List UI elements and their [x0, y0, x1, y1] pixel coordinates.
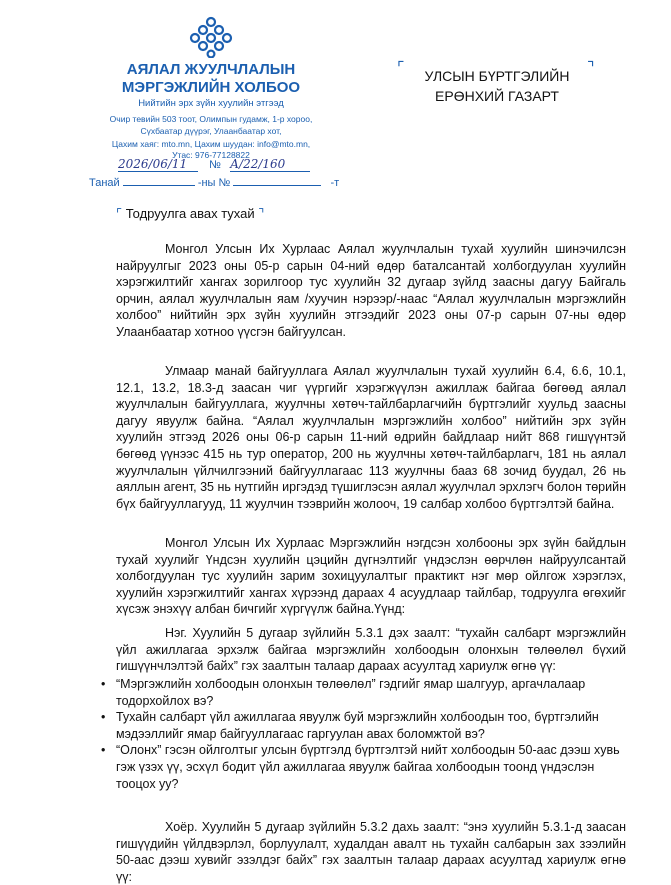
recipient-bracket-right: ⌝ — [587, 60, 595, 77]
list-item-text: Тухайн салбарт үйл ажиллагаа явуулж буй мэргэжлийн холбоодын тоо, бүртгэлийн мэдээллийг ямар байгууллагаас гаргуулан авах боломжтой вэ? — [116, 710, 599, 741]
to-suffix: -т — [330, 177, 340, 189]
recipient-line1: УЛСЫН БҮРТГЭЛИЙН — [424, 68, 570, 84]
paragraph-3: Монгол Улсын Их Хурлаас Мэргэжлийн нэгдсэн холбооны эрх зүйн байдлын тухай хуулийг Үндсэн хуулийн цэцийн дүгнэлтийг үндэслэн өөрчлөн найруулсантай холбогдуулан тус хуулийн зарим зохицуулалтыг практикт нэг мөр ойлгож хэрэглэх, хуулийн хэрэгжилтийг хангах хүрээнд дараах 4 асуудлаар тайлбар, тодруулга өгөхийг хүсэж энэхүү албан бичгийг хүргүүлж байна.Үүнд: — [116, 536, 626, 617]
paragraph-5: Хоёр. Хуулийн 5 дугаар зүйлийн 5.3.2 дахь заалт: “энэ хуулийн 5.3.1-д заасан гишүүдийн үйлдвэрлэл, борлуулалт, худалдан авалт нь тухайн салбарын зах зээлийн 50-аас дээш хувийг эзэлдэг байх” гэх заалтын талаар дараах асуултад хариулж өгнө үү: — [116, 820, 626, 884]
to-label: Танай — [89, 177, 120, 189]
org-subtitle: Нийтийн эрх зүйн хуулийн этгээд — [138, 98, 284, 109]
organization-logo — [187, 16, 235, 58]
org-name-line1: АЯЛАЛ ЖУУЛЧЛАЛЫН — [126, 61, 296, 78]
date-number-row — [118, 157, 310, 172]
question-list — [101, 676, 626, 792]
to-no-label: -ны № — [197, 177, 231, 189]
date-handwritten: 2026/06/11 — [118, 157, 198, 172]
subject-text: Тодруулга авах тухай — [125, 206, 255, 221]
recipient-line2: ЕРӨНХИЙ ГАЗАРТ — [435, 88, 559, 104]
list-item — [101, 742, 626, 792]
recipient-bracket-left: ⌜ — [397, 60, 405, 77]
address-line1: Очир тевийн 503 тоот, Олимпын гудамж, 1-р хороо, — [109, 114, 313, 124]
reference-row — [89, 177, 339, 189]
bullet-icon: • — [101, 710, 106, 725]
list-item-text: “Мэргэжлийн холбоодын олонхын төлөөлөл” гэдгийг ямар шалгуур, аргачлалаар тодорхойлох вэ? — [116, 677, 586, 708]
ref-date-blank — [123, 185, 195, 186]
number-label: № — [209, 159, 221, 171]
list-item-text: “Олонх” гэсэн ойлголтыг улсын бүртгэлд бүртгэлтэй нийт холбоодын 50-аас дээш хувь гэж үзэх үү, эсхүл бодит үйл ажиллагаа явуулж байгаа холбоодын тоонд үндэслэн тооцох уу? — [116, 743, 620, 791]
address-line4: Утас: 976-77128822 — [172, 150, 250, 160]
subject-bracket-right: ⌝ — [258, 206, 265, 221]
bullet-icon: • — [101, 743, 106, 758]
address-line3: Цахим хаяг: mto.mn, Цахим шуудан: info@mto.mn, — [111, 139, 311, 149]
paragraph-2: Улмаар манай байгууллага Аялал жуулчлалын тухай хуулийн 6.4, 6.6, 10.1, 12.1, 13.2, 18.3-д заасан чиг үүргийг хэрэгжүүлэн ажиллаж байгаа бөгөөд аялал жуулчлалын байгууллага, жуулчны хөтөч-тайлбарлагчийн бүртгэлийг хуульд заасны дагуу явуулж байна. “Аялал жуулчлалын мэргэжлийн холбоо” нийтийн эрх зүйн хуулийн этгээд 2026 оны 06-р сарын 11-ний өдрийн байдлаар нийт 868 гишүүнтэй бөгөөд үүнээс 415 нь тур оператор, 200 нь жуулчны хөтөч-тайлбарлагч, 181 нь аялал жуулчлалын үйлчилгээний байгууллагаас 113 жуулчны бааз 68 зочид буудал, 26 нь аяллын агент, 35 нь нутгийн иргэдэд түшиглэсэн аялал жуулчлал эрхлэгч болон төрийн бүх байгууллагууд, 11 жуулчин тээврийн жолооч, 19 салбар холбоо бүртгэлтэй байна. — [116, 364, 626, 511]
bullet-icon: • — [101, 677, 106, 691]
paragraph-4: Нэг. Хуулийн 5 дугаар зүйлийн 5.3.1 дэх заалт: “тухайн салбарт мэргэжлийн үйл ажиллагаа эрхэлж байгаа мэргэжлийн холбоодын олонхын төлөөлөл бүхий гишүүнчлэлтэй байх” гэх заалтын талаар дараах асуултад хариулж өгнө үү: — [116, 626, 626, 674]
address-line2: Сүхбаатар дүүрэг, Улаанбаатар хот, — [140, 126, 282, 136]
recipient-block — [412, 66, 582, 106]
paragraph-1: Монгол Улсын Их Хурлаас Аялал жуулчлалын тухай хуулийн шинэчилсэн найруулгыг 2023 оны 05-р сарын 04-ний өдөр баталсантай холбогдуулан хуулийн хэрэгжилтийг хангах зорилгоор тус хуулийн 32 дугаар зүйлд заасны дагуу Байгаль орчин, аялал жуулчлалын яам /хуучин нэрээр/-наас “Аялал жуулчлалын мэргэжлийн холбоо” нийтийн эрх зүйн хуулийн этгээдийг 2023 оны 07-р сарын 07-ны өдөр Улаанбаатар хотноо үүсгэн байгуулсан. — [116, 242, 626, 339]
subject-line — [116, 206, 264, 222]
subject-bracket-left: ⌜ — [116, 206, 123, 221]
org-name-line2: МЭРГЭЖЛИЙН ХОЛБОО — [121, 79, 301, 96]
ref-number-blank — [233, 185, 321, 186]
number-handwritten: А/22/160 — [230, 157, 310, 172]
list-item — [101, 709, 626, 742]
list-item — [101, 676, 626, 709]
